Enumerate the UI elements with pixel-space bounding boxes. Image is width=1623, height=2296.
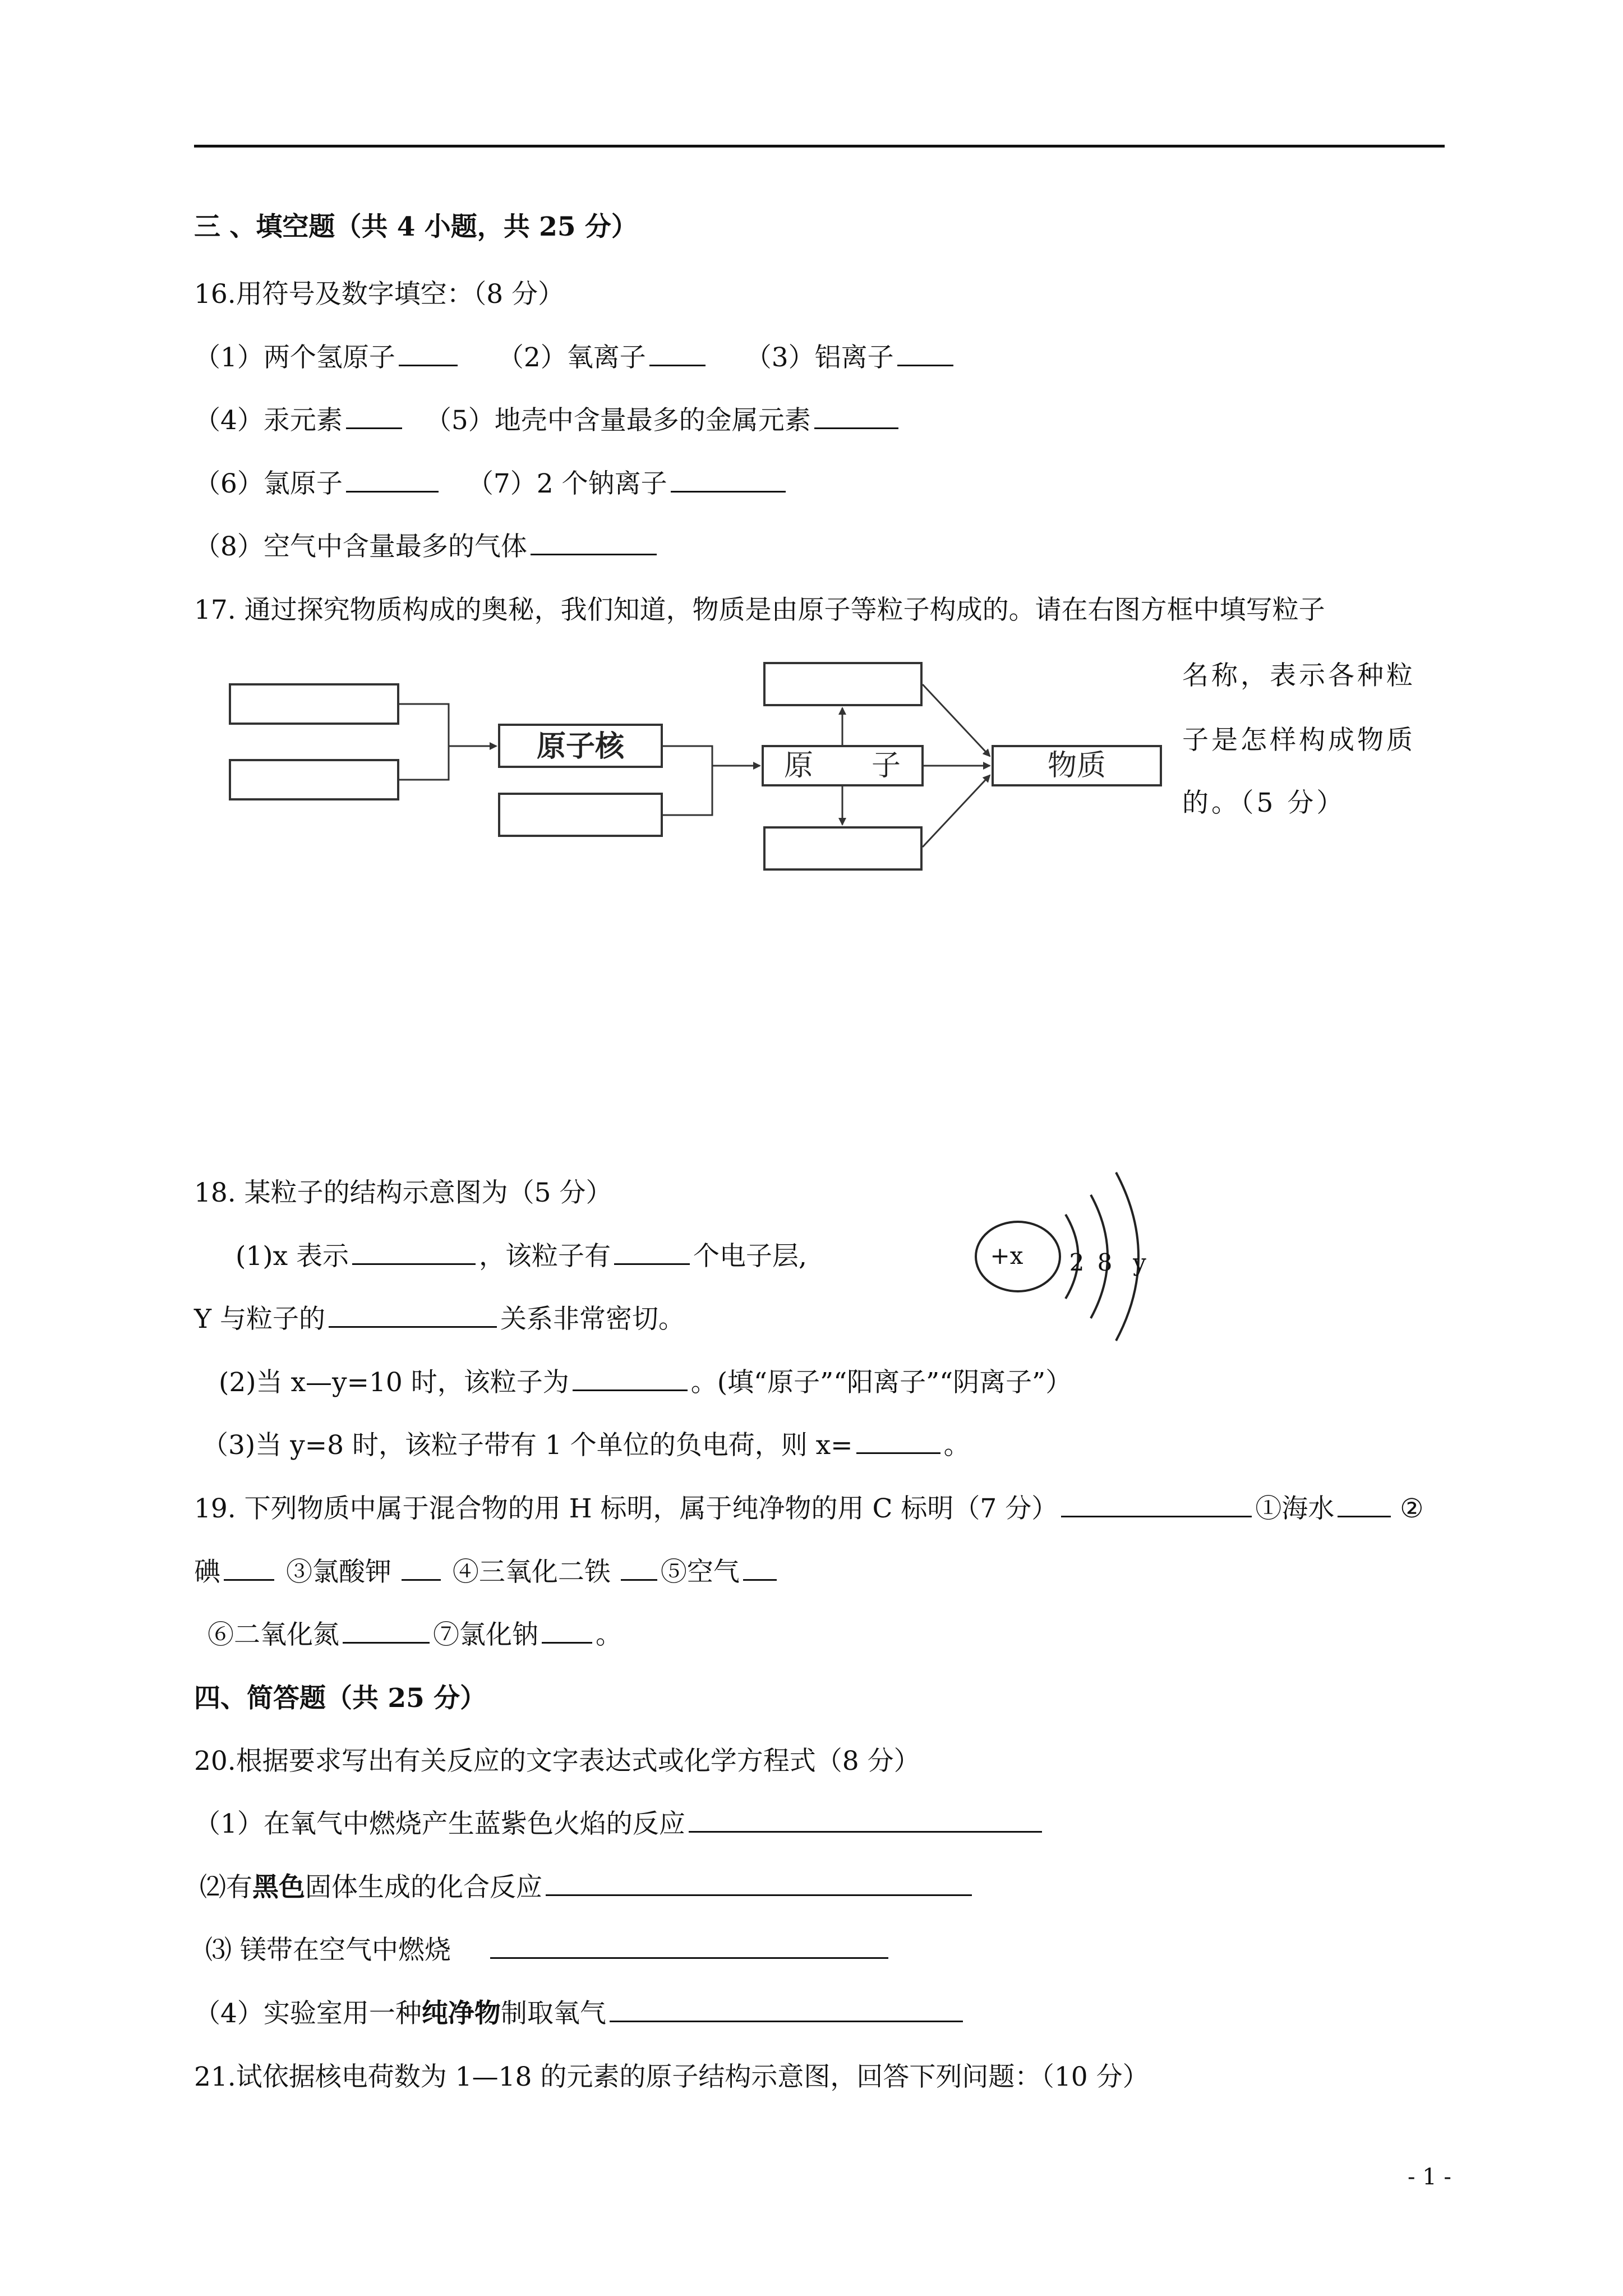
q18-p1e: 关系非常密切。: [500, 1304, 685, 1335]
q16-item6: （6）氯原子: [194, 468, 343, 499]
connector: [398, 704, 449, 780]
arrow: [923, 775, 990, 847]
answer-blank[interactable]: [897, 342, 953, 366]
q18-p3b: 。: [943, 1430, 970, 1461]
answer-blank[interactable]: [531, 531, 657, 555]
q19-line1: [194, 1492, 1423, 1526]
answer-blank[interactable]: [689, 1809, 1042, 1833]
q20-part4: [194, 1997, 966, 2031]
q19-item1: ①海水: [1255, 1493, 1335, 1524]
q20-p4c: 制取氧气: [500, 1998, 606, 2029]
nucleus-charge: +x: [990, 1242, 1023, 1269]
answer-blank[interactable]: [671, 468, 786, 493]
answer-blank[interactable]: [224, 1557, 274, 1581]
q19-item6: ⑥二氧化氮: [208, 1619, 339, 1650]
q19-item3: ③氯酸钾: [285, 1557, 391, 1588]
q20-p4a: （4）实验室用一种: [194, 1998, 422, 2029]
answer-blank[interactable]: [490, 1935, 888, 1959]
blank-box-molecule[interactable]: [764, 663, 921, 705]
shell2-count: 8: [1097, 1249, 1113, 1276]
answer-blank[interactable]: [743, 1557, 777, 1581]
q16-item5: （5）地壳中含量最多的金属元素: [425, 405, 811, 436]
q19-item7: ⑦氯化钠: [433, 1619, 538, 1650]
q19-line2: [194, 1556, 780, 1589]
q16-item2: （2）氧离子: [497, 342, 646, 373]
atom-label: 原 子: [783, 749, 901, 783]
answer-blank[interactable]: [614, 1241, 690, 1265]
answer-blank[interactable]: [814, 405, 898, 429]
q18-p3a: （3)当 y=8 时，该粒子带有 1 个单位的负电荷，则 x=: [202, 1430, 853, 1461]
q20-part1: [194, 1807, 1045, 1841]
shell3-count: y: [1133, 1249, 1146, 1276]
q18-p1a: (1)x 表示: [236, 1241, 349, 1272]
answer-blank[interactable]: [610, 1998, 963, 2022]
q18-part3: [202, 1429, 970, 1462]
page-number: - 1 -: [1408, 2164, 1451, 2190]
answer-blank[interactable]: [402, 1557, 441, 1581]
q18-stem: 18. 某粒子的结构示意图为（5 分）: [194, 1177, 612, 1208]
q18-p2a: (2)当 x—y=10 时，该粒子为: [219, 1367, 569, 1398]
q20-p3: ⑶ 镁带在空气中燃烧: [205, 1935, 451, 1966]
answer-blank[interactable]: [542, 1619, 592, 1644]
connector: [662, 746, 712, 815]
q19-end: 。: [596, 1619, 622, 1650]
answer-blank[interactable]: [573, 1367, 688, 1391]
matter-label: 物质: [1047, 749, 1106, 783]
q16-stem: 16.用符号及数字填空：（8 分）: [194, 279, 565, 310]
q17-stem: 17. 通过探究物质构成的奥秘，我们知道，物质是由原子等粒子构成的。请在右图方框中填写粒子: [194, 595, 1325, 625]
blank-box-ion[interactable]: [764, 827, 921, 869]
answer-blank[interactable]: [856, 1430, 940, 1454]
q21-stem: 21.试依据核电荷数为 1—18 的元素的原子结构示意图，回答下列问题：（10 分）: [194, 2062, 1149, 2092]
header-rule: [194, 145, 1445, 148]
q16-row4: [194, 530, 660, 564]
answer-blank[interactable]: [343, 1619, 430, 1644]
q16-row3: [194, 467, 789, 501]
q16-item1: （1）两个氢原子: [194, 342, 395, 373]
q20-p2a: ⑵有: [200, 1872, 252, 1903]
answer-blank[interactable]: [329, 1304, 497, 1328]
q16-item3: （3）铝离子: [745, 342, 894, 373]
q17-side-line2: 子是怎样构成物质: [1182, 725, 1415, 756]
q18-p1b: ，该粒子有: [479, 1241, 611, 1272]
blank-box-proton[interactable]: [230, 684, 398, 724]
answer-blank[interactable]: [346, 468, 439, 493]
nucleus-label: 原子核: [536, 729, 625, 763]
q19-item4: ④三氧化二铁: [452, 1557, 611, 1588]
q20-stem: 20.根据要求写出有关反应的文字表达式或化学方程式（8 分）: [194, 1746, 920, 1777]
answer-blank[interactable]: [346, 405, 402, 429]
q17-side-line1: 名称，表示各种粒: [1182, 660, 1415, 691]
q18-part1-cont: [194, 1303, 685, 1336]
particle-composition-diagram: [213, 656, 1178, 903]
q20-part2: [200, 1871, 975, 1904]
q19-item2: 碘: [194, 1557, 220, 1588]
blank-box-electron[interactable]: [499, 794, 662, 836]
answer-blank[interactable]: [1061, 1493, 1252, 1517]
q20-p2b: 黑色: [252, 1872, 305, 1903]
q19-item2-num: ②: [1400, 1493, 1424, 1524]
arrow: [923, 684, 990, 756]
q20-part3: [205, 1934, 892, 1967]
q17-side-line3: 的。（5 分）: [1182, 788, 1346, 818]
answer-blank[interactable]: [546, 1872, 972, 1896]
q20-p1: （1）在氧气中燃烧产生蓝紫色火焰的反应: [194, 1809, 685, 1839]
q16-row2: [194, 404, 902, 438]
q19-stem: 19. 下列物质中属于混合物的用 H 标明，属于纯净物的用 C 标明（7 分）: [194, 1493, 1058, 1524]
q16-item8: （8）空气中含量最多的气体: [194, 531, 527, 562]
q18-part1: [236, 1240, 807, 1273]
q16-item4: （4）汞元素: [194, 405, 343, 436]
q18-part2: [219, 1366, 1072, 1400]
shell1-count: 2: [1069, 1249, 1085, 1276]
answer-blank[interactable]: [1338, 1493, 1391, 1517]
q20-p2c: 固体生成的化合反应: [305, 1872, 542, 1903]
q20-p4b: 纯净物: [421, 1998, 501, 2029]
answer-blank[interactable]: [399, 342, 458, 366]
q16-item7: （7）2 个钠离子: [467, 468, 667, 499]
q18-p1c: 个电子层,: [693, 1241, 807, 1272]
answer-blank[interactable]: [621, 1557, 657, 1581]
answer-blank[interactable]: [649, 342, 706, 366]
section-4-title: 四、简答题（共 25 分）: [194, 1683, 487, 1714]
q19-line3: [208, 1618, 622, 1652]
answer-blank[interactable]: [352, 1241, 476, 1265]
q16-row1: [194, 341, 957, 375]
atomic-structure-diagram: [970, 1161, 1195, 1352]
q18-p2b: 。(填“原子”“阳离子”“阴离子”）: [690, 1367, 1072, 1398]
q18-p1d: Y 与粒子的: [194, 1304, 325, 1335]
blank-box-neutron[interactable]: [230, 760, 398, 799]
section-3-title: 三 、填空题（共 4 小题，共 25 分）: [194, 211, 638, 242]
q19-item5: ⑤空气: [660, 1557, 740, 1588]
